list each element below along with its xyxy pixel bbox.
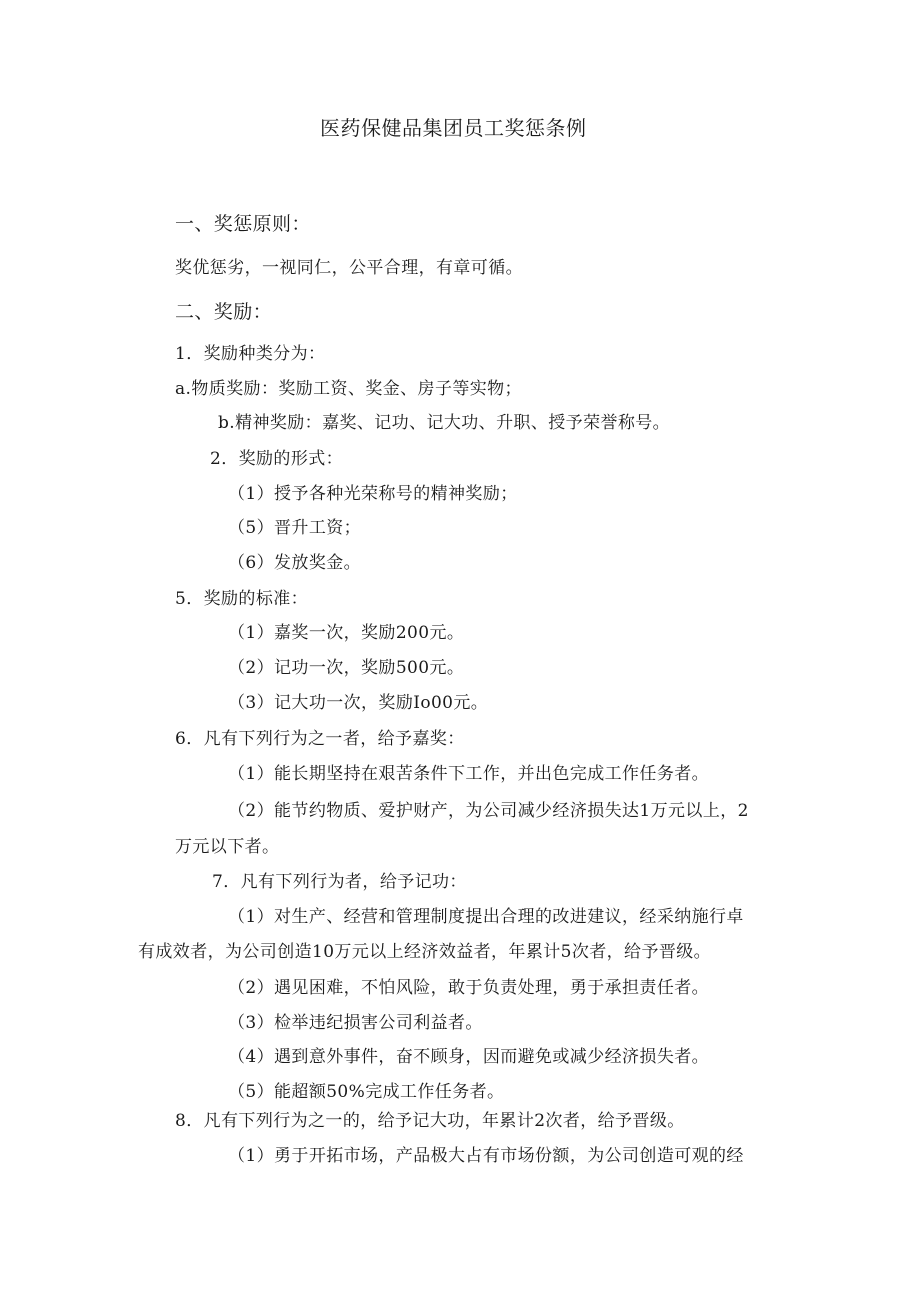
paragraph-line: （2）遇见困难，不怕风险，敢于负责处理，勇于承担责任者。 xyxy=(228,978,710,998)
paragraph-line: 2．奖励的形式： xyxy=(210,449,344,469)
paragraph-line: （3）记大功一次，奖励Io00元。 xyxy=(228,693,489,713)
paragraph-line: 1．奖励种类分为： xyxy=(175,344,326,364)
paragraph-line: 奖优惩劣，一视同仁，公平合理，有章可循。 xyxy=(175,258,523,278)
section-heading: 二、奖励： xyxy=(175,301,273,323)
paragraph-line: （2）记功一次，奖励500元。 xyxy=(228,658,465,678)
section-heading: 一、奖惩原则： xyxy=(175,213,311,235)
paragraph-line: （5）晋升工资； xyxy=(228,518,362,538)
paragraph-line: （1）勇于开拓市场，产品极大占有市场份额，为公司创造可观的经 xyxy=(228,1146,744,1166)
paragraph-line: a.物质奖励：奖励工资、奖金、房子等实物； xyxy=(175,379,522,399)
paragraph-line: 有成效者，为公司创造10万元以上经济效益者，年累计5次者，给予晋级。 xyxy=(138,942,712,962)
paragraph-line: （1）授予各种光荣称号的精神奖励； xyxy=(228,484,518,504)
paragraph-line: （4）遇到意外事件，奋不顾身，因而避免或减少经济损失者。 xyxy=(228,1047,710,1067)
paragraph-line: （6）发放奖金。 xyxy=(228,553,362,573)
paragraph-line: 万元以下者。 xyxy=(175,837,280,857)
paragraph-line: （1）对生产、经营和管理制度提出合理的改进建议，经采纳施行卓 xyxy=(228,907,744,927)
paragraph-line: 8．凡有下列行为之一的，给予记大功，年累计2次者，给予晋级。 xyxy=(175,1111,685,1131)
paragraph-line: b.精神奖励：嘉奖、记功、记大功、升职、授予荣誉称号。 xyxy=(218,413,671,433)
paragraph-line: 5．奖励的标准： xyxy=(175,589,309,609)
paragraph-line: （2）能节约物质、爱护财产，为公司减少经济损失达1万元以上，2 xyxy=(228,801,749,821)
document-title: 医药保健品集团员工奖惩条例 xyxy=(320,116,587,140)
paragraph-line: （5）能超额50%完成工作任务者。 xyxy=(228,1082,505,1102)
paragraph-line: （1）嘉奖一次，奖励200元。 xyxy=(228,623,465,643)
paragraph-line: 7．凡有下列行为者，给予记功： xyxy=(212,872,467,892)
paragraph-line: （3）检举违纪损害公司利益者。 xyxy=(228,1013,483,1033)
paragraph-line: （1）能长期坚持在艰苦条件下工作，并出色完成工作任务者。 xyxy=(228,764,710,784)
paragraph-line: 6．凡有下列行为之一者，给予嘉奖： xyxy=(175,729,465,749)
